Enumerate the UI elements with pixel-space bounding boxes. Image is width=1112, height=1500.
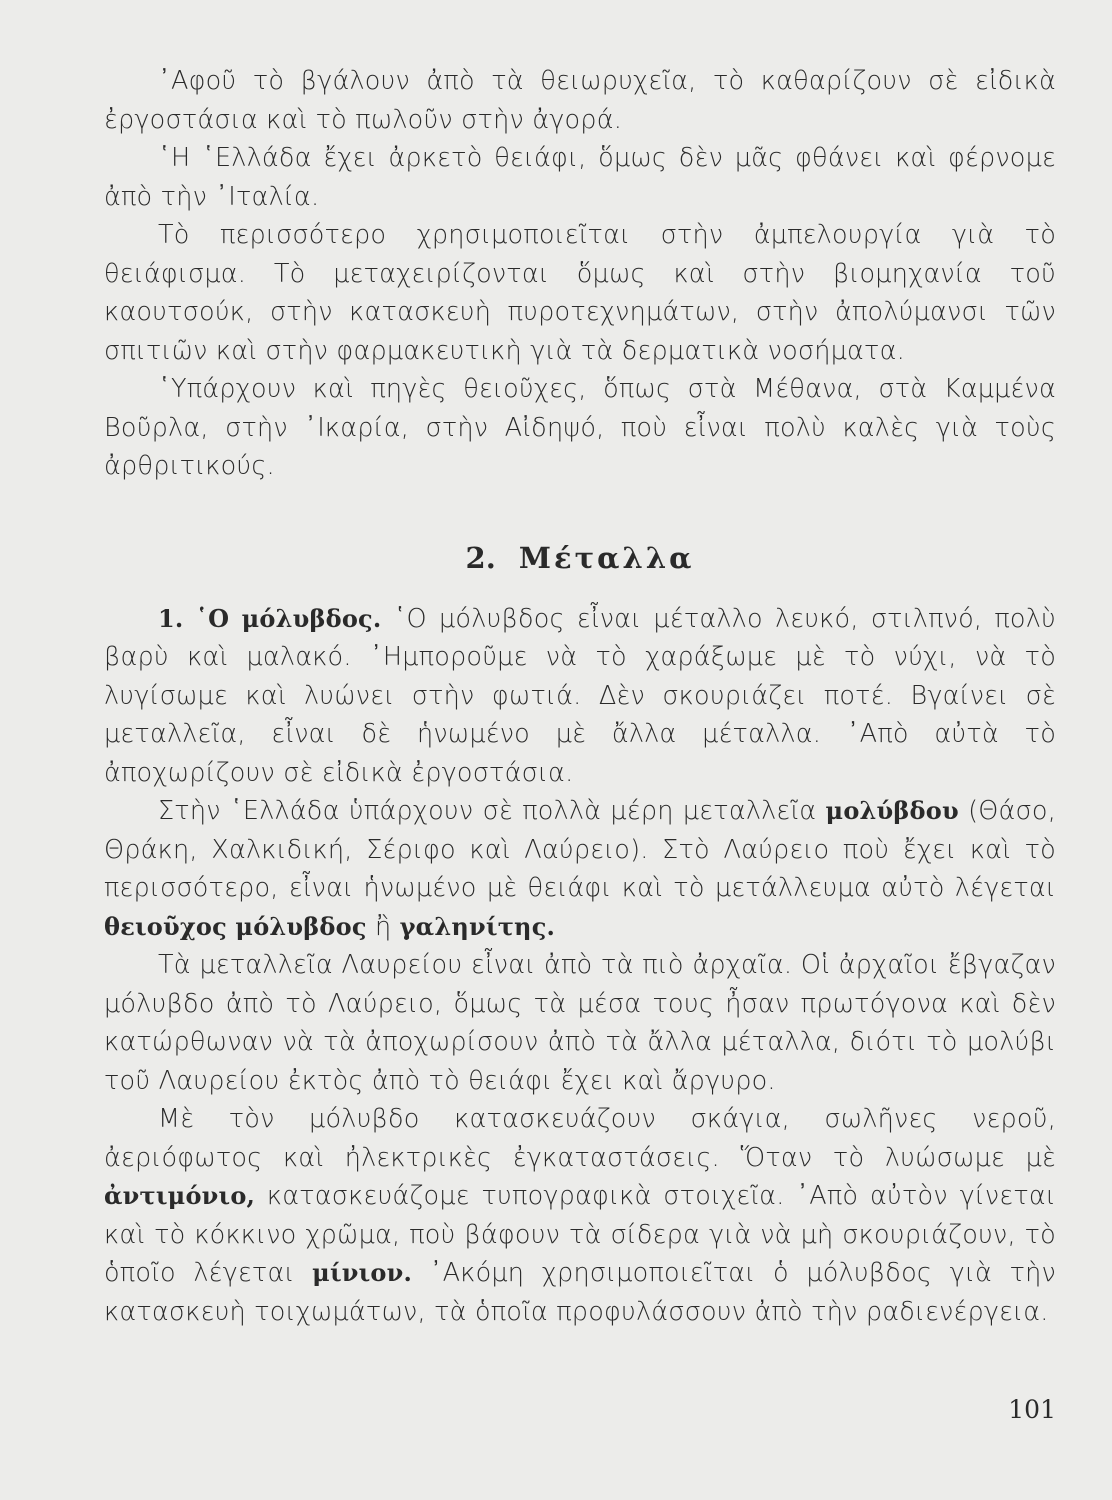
section-heading [104,538,1056,578]
term-antimony: ἀντιμόνιο, [104,1181,256,1210]
uses-text-1: Μὲ τὸν μόλυβδο κατασκευάζουν σκάγια, σωλῆνες νεροῦ, ἀεριόφωτος καὶ ἠλεκτρικὲς ἐγκαταστάσεις. Ὅταν τὸ λυώσωμε μὲ [104,1104,1056,1173]
term-lead-genitive: μολύβδου [825,796,959,825]
section-number: 2. [465,540,496,575]
term-galena: γαληνίτης. [399,911,556,941]
greece-text-3: ἢ [366,911,400,942]
paragraph-lead-uses [104,1100,1056,1331]
page-body [104,62,1056,1331]
paragraph-sulfur-refining: ᾿Αφοῦ τὸ βγάλουν ἀπὸ τὰ θειωρυχεῖα, τὸ καθαρίζουν σὲ εἰδικὰ ἐργοστάσια καὶ τὸ πωλοῦν στὴν ἀγορά. [104,66,1056,135]
term-minium: μίνιον. [312,1258,413,1287]
paragraph-lavrio-mines: Τὰ μεταλλεῖα Λαυρείου εἶναι ἀπὸ τὰ πιὸ ἀρχαῖα. Οἱ ἀρχαῖοι ἔβγαζαν μόλυβδο ἀπὸ τὸ Λαύρειο, ὅμως τὰ μέσα τους ἦσαν πρωτόγονα καὶ δὲν κατώρθωναν νὰ τὰ ἀποχωρίσουν ἀπὸ τὰ ἄλλα μέταλλα, διότι τὸ μολύβι τοῦ Λαυρείου ἐκτὸς ἀπὸ τὸ θειάφι ἔχει καὶ ἄργυρο. [104,950,1056,1096]
lead-text: ῾Ο μόλυβδος εἶναι μέταλλο λευκό, στιλπνό, πολὺ βαρὺ καὶ μαλακό. ᾿Ημποροῦμε νὰ τὸ χαράξωμε μὲ τὸ νύχι, νὰ τὸ λυγίσωμε καὶ λυώνει στὴν φωτιά. Δὲν σκουριάζει ποτέ. Βγαίνει σὲ μεταλλεῖα, εἶναι δὲ ἡνωμένο μὲ ἄλλα μέταλλα. ᾿Απὸ αὐτὰ τὸ ἀποχωρίζουν σὲ εἰδικὰ ἐργοστάσια. [104,603,1056,788]
paragraph-sulfur-import: ῾Η ῾Ελλάδα ἔχει ἀρκετὸ θειάφι, ὅμως δὲν μᾶς φθάνει καὶ φέρνομε ἀπὸ τὴν ᾿Ιταλία. [104,143,1056,212]
section-title: Μέταλλα [518,540,695,575]
page-number: 101 [1008,1395,1056,1424]
paragraph-sulfur-uses: Τὸ περισσότερο χρησιμοποιεῖται στὴν ἀμπελουργία γιὰ τὸ θειάφισμα. Τὸ μεταχειρίζονται ὅμως καὶ στὴν βιομηχανία τοῦ καουτσούκ, στὴν κατασκευὴ πυροτεχνημάτων, στὴν ἀπολύμανσι τῶν σπιτιῶν καὶ στὴν φαρμακευτικὴ γιὰ τὰ δερματικὰ νοσήματα. [104,220,1056,366]
paragraph-sulfur-springs: ῾Υπάρχουν καὶ πηγὲς θειοῦχες, ὅπως στὰ Μέθανα, στὰ Καμμένα Βοῦρλα, στὴν ᾿Ικαρία, στὴν Αἰδηψό, ποὺ εἶναι πολὺ καλὲς γιὰ τοὺς ἀρθριτικούς. [104,374,1056,481]
term-lead-sulfide: θειοῦχος μόλυβδος [104,911,367,941]
paragraph-lead-definition [104,600,1056,793]
uses-text-2: κατασκευάζομε τυπογραφικὰ στοιχεῖα. ᾿Απὸ αὐτὸν γίνεται καὶ τὸ κόκκινο χρῶμα, ποὺ βάφουν τὰ σίδερα γιὰ νὰ μὴ σκουριάζουν, τὸ ὁποῖο λέγεται [104,1181,1056,1288]
greece-text-2: (Θάσο, Θράκη, Χαλκιδική, Σέριφο καὶ Λαύρειο). Στὸ Λαύρειο ποὺ ἔχει καὶ τὸ περισσότερο, εἶναι ἡνωμένο μὲ θειάφι καὶ τὸ μετάλλευμα αὐτὸ λέγεται [104,796,1056,903]
uses-text-3: ᾿Ακόμη χρησιμοποιεῖται ὁ μόλυβδος γιὰ τὴν κατασκευὴ τοιχωμάτων, τὰ ὁποῖα προφυλάσσουν ἀπὸ τὴν ραδιενέργεια. [104,1258,1056,1327]
paragraph-lead-in-greece [104,792,1056,946]
greece-text-1: Στὴν ῾Ελλάδα ὑπάρχουν σὲ πολλὰ μέρη μεταλλεῖα [158,796,826,826]
lead-title: 1. ῾Ο μόλυβδος. [158,603,382,633]
